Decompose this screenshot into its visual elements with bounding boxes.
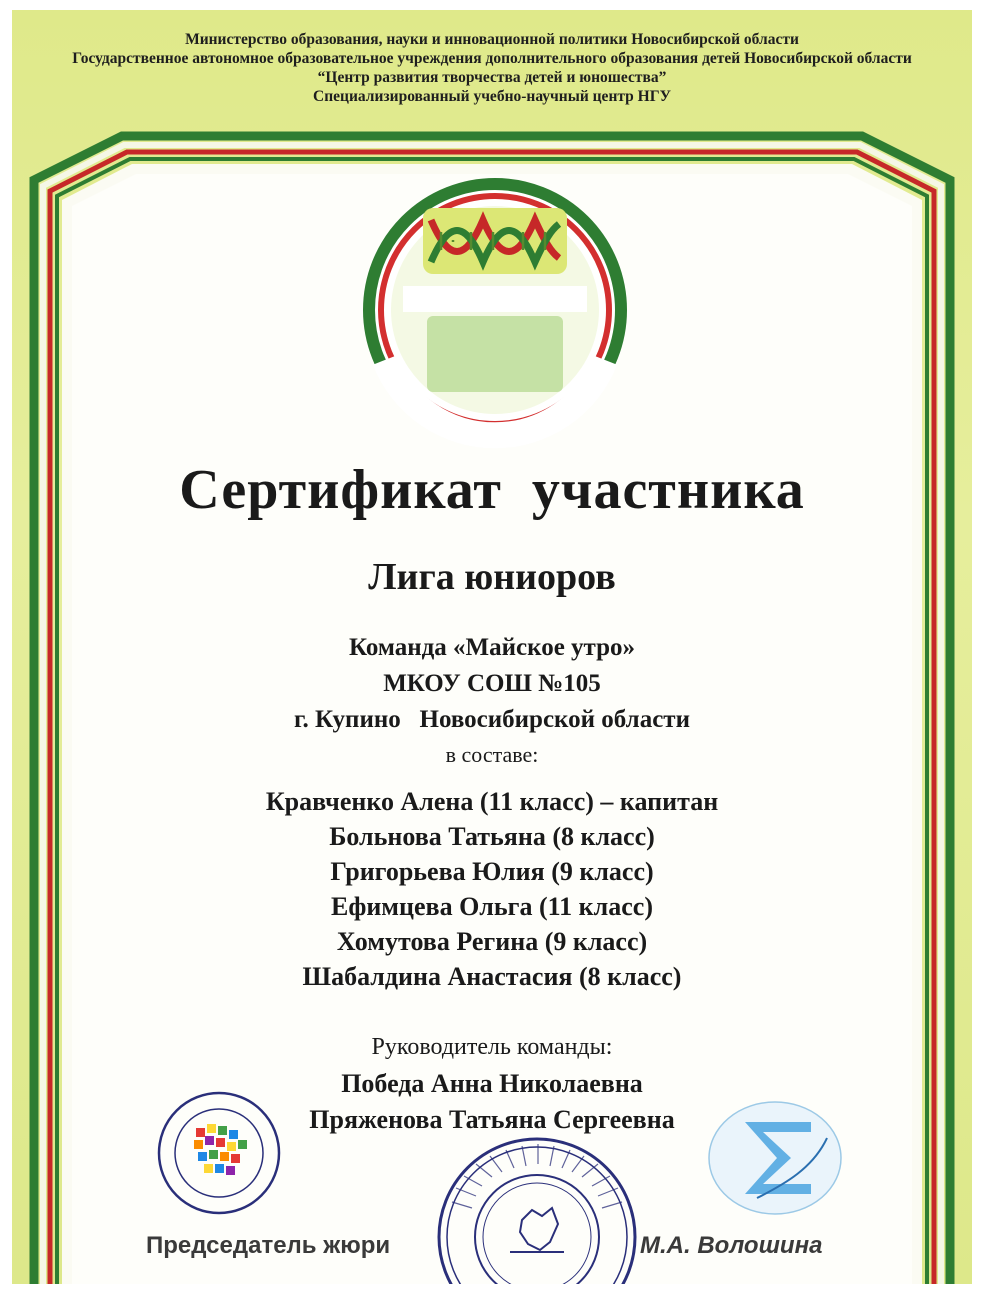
header-line-ministry: Министерство образования, науки и инновационной политики Новосибирской области <box>185 31 799 48</box>
list-item: Больнова Татьяна (8 класс) <box>329 822 655 851</box>
city-name: г. Купино Новосибирской области <box>294 706 690 733</box>
tournament-emblem <box>345 170 645 450</box>
header-line-nsu: Специализированный учебно-научный центр НГУ <box>313 88 671 105</box>
center-logo-stamp <box>154 1088 284 1218</box>
leader-label: Руководитель команды: <box>371 1034 613 1060</box>
team-name: Команда «Майское утро» <box>348 634 636 661</box>
list-item: Кравченко Алена (11 класс) – капитан <box>265 787 719 816</box>
league-name: Лига юниоров <box>368 556 616 598</box>
certificate-page <box>12 10 972 1284</box>
jury-chair-name: М.А. Волошина <box>640 1232 823 1259</box>
member-list <box>12 784 972 994</box>
list-item: Ефимцева Ольга (11 класс) <box>331 892 653 921</box>
list-item: Шабалдина Анастасия (8 класс) <box>302 962 682 991</box>
leader-name: Победа Анна Николаевна <box>341 1069 643 1098</box>
list-item: Хомутова Регина (9 класс) <box>336 927 648 956</box>
list-item: Григорьева Юлия (9 класс) <box>330 857 654 886</box>
jury-chair-label: Председатель жюри <box>146 1232 391 1259</box>
header-line-center: “Центр развития творчества детей и юношества” <box>317 69 667 86</box>
dna-icon <box>423 208 567 274</box>
leader-name: Пряженова Татьяна Сергеевна <box>309 1105 675 1134</box>
issuer-header <box>12 30 972 106</box>
team-info <box>12 630 972 738</box>
certificate-title: Сертификат участника <box>179 459 805 521</box>
fmsh-logo <box>705 1098 845 1218</box>
official-seal <box>432 1132 642 1284</box>
composition-label: в составе: <box>445 742 539 767</box>
header-line-institution: Государственное автономное образовательное учреждения дополнительного образования детей Новосибирской области <box>72 50 912 67</box>
school-name: МКОУ СОШ №105 <box>383 670 601 697</box>
